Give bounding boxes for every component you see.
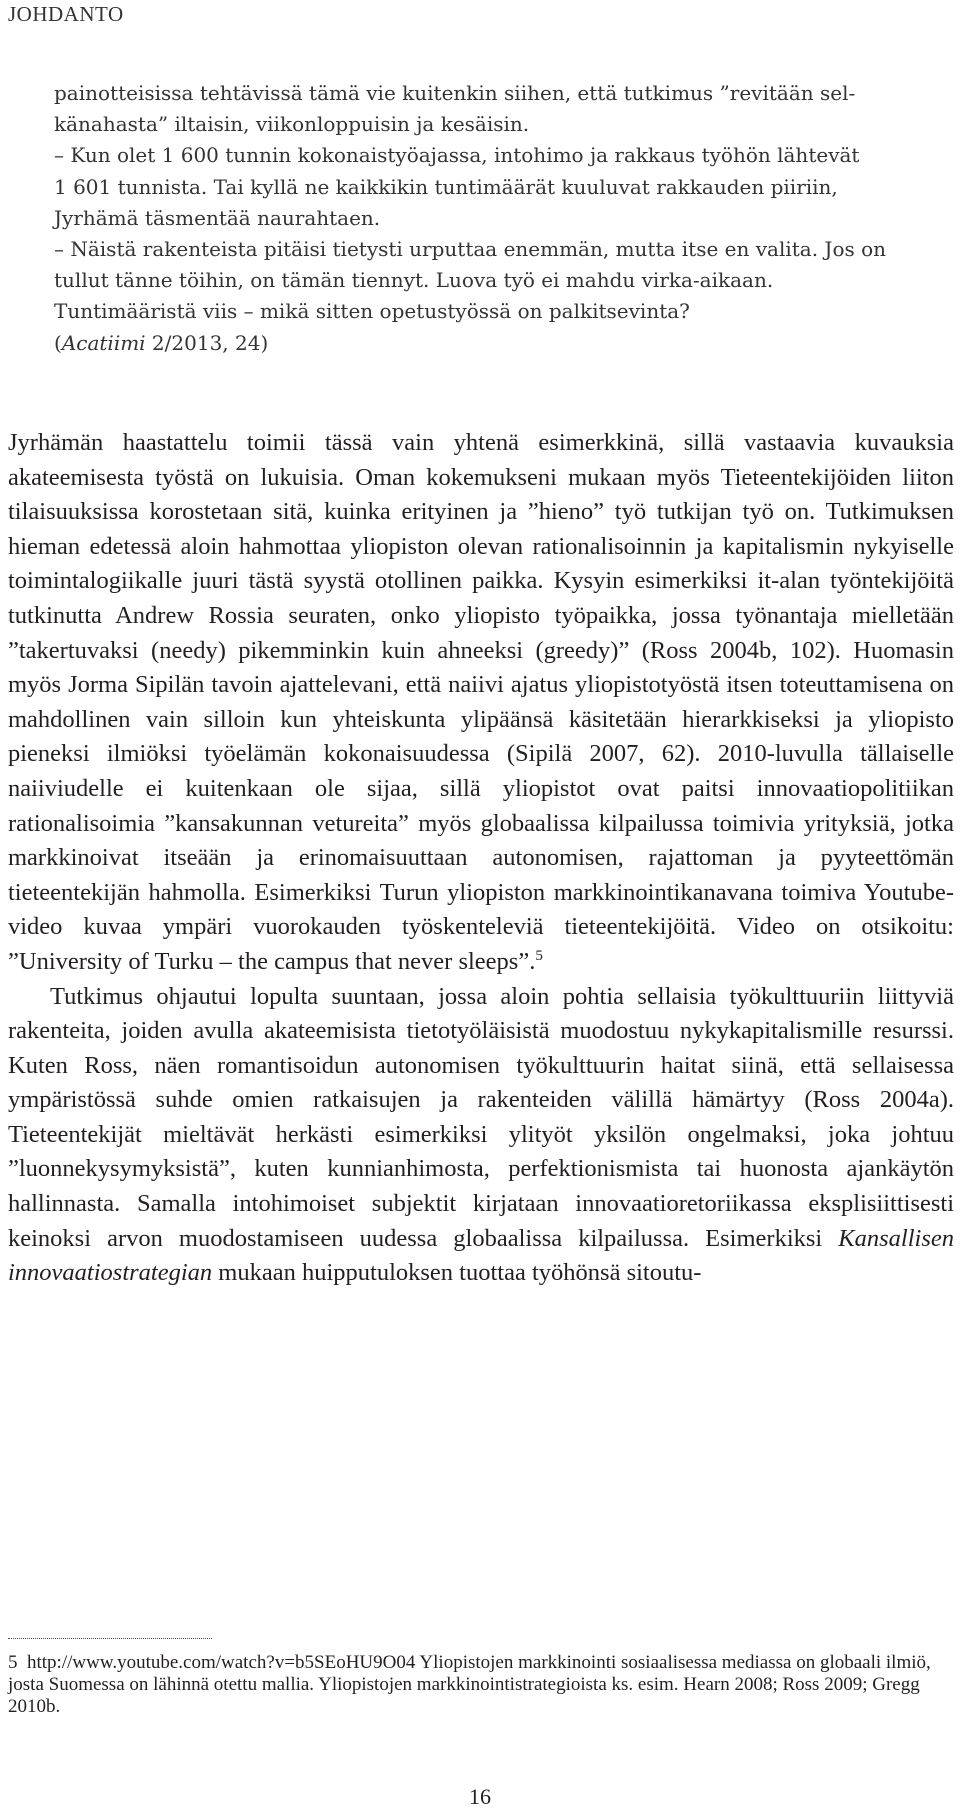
footnote-rule	[8, 1638, 212, 1639]
quote-line: känahasta” iltaisin, viikonloppuisin ja kesäisin.	[54, 112, 530, 137]
footnote	[8, 1652, 938, 1718]
footnote-text: http://www.youtube.com/watch?v=b5SEoHU9O04 Yliopistojen markkinointi sosiaalisessa mediassa on globaali ilmiö, josta Suomessa on lähinnä otettu mallia. Yliopistojen markkinointistrategioista ks. esim. Hearn 2008; Ross 2009; Gregg 2010b.	[8, 1652, 931, 1717]
quote-line: tullut tänne töihin, on tämän tiennyt. Luova työ ei mahdu virka-aikaan.	[54, 268, 774, 293]
footnote-ref[interactable]: 5	[535, 947, 543, 964]
italic-title: Kansallisen innovaatiostrategian	[8, 1224, 954, 1287]
quote-line: – Kun olet 1 600 tunnin kokonaistyöajassa, intohimo ja rakkaus työhön lähtevät	[54, 143, 860, 168]
quote-line: Jyrhämä täsmentää naurahtaen.	[54, 205, 381, 230]
paragraph-1: Jyrhämän haastattelu toimii tässä vain yhtenä esimerkkinä, sillä vastaavia kuvauksia akateemisesta työstä on lukuisia. Oman kokemukseni mukaan myös Tieteentekijöiden liiton tilaisuuksissa korostetaan sitä, kuinka erityinen ja ”hieno” työ tutkijan työ on. Tutkimuksen hieman edetessä aloin hahmottaa yliopiston olevan rationalisoinnin ja kapitalismin nykyiselle toimintalogiikalle juuri tästä syystä otollinen paikka. Kysyin esimerkiksi it-alan työntekijöitä tutkinutta Andrew Rossia seuraten, onko yliopisto työpaikka, jossa työnantaja mielletään ”takertuvaksi (needy) pikemminkin kuin ahneeksi (greedy)” (Ross 2004b, 102). Huomasin myös Jorma Sipilän tavoin ajattelevani, että naiivi ajatus yliopistotyöstä itsen toteuttamisena on mahdollinen vain silloin kun yhteiskunta ylipäänsä käsitetään hierarkkiseksi ja yliopisto pieneksi ilmiöksi työelämän kokonaisuudessa (Sipilä 2007, 62). 2010-luvulla tällaiselle naiiviudelle ei kuitenkaan ole sijaa, sillä yliopistot ovat paitsi innovaatiopolitiikan rationalisoimia ”kansakunnan vetureita” myös globaalissa kilpailussa toimivia yrityksiä, jotka markkinoivat itseään ja erinomaisuuttaan autonomisen, rajattoman ja pyyteettömän tieteentekijän hahmolla. Esimerkiksi Turun yliopiston markkinointikanavana toimiva Youtube-video kuvaa ympäri vuorokauden työskenteleviä tieteentekijöitä. Video on otsikoitu: ”University of Turku – the campus that never sleeps”.$^5$	[8, 429, 954, 975]
page-number: 16	[469, 1784, 491, 1809]
body-text	[8, 426, 954, 1291]
paragraph-2: Tutkimus ohjautui lopulta suuntaan, jossa aloin pohtia sellaisia työkulttuuriin liittyviä rakenteita, joiden avulla akateemisista tietotyöläisistä muodostuu nykykapitalismille resurssi. Kuten Ross, näen romantisoidun autonomisen työkulttuurin haitat siinä, että sellaisessa ympäristössä suhde omien ratkaisujen ja rakenteiden välillä hämärtyy (Ross 2004a). Tieteentekijät mieltävät herkästi esimerkiksi ylityöt yksilön ongelmaksi, joka johtuu ”luonnekysymyksistä”, kuten kunnianhimosta, perfektionismista tai huonosta ajankäytön hallinnasta. Samalla intohimoiset subjektit kirjataan innovaatioretoriikassa eksplisiittisesti keinoksi arvon muodostamiseen uudessa globaalissa kilpailussa. Esimerkiksi Kansallisen innovaatiostrategian mukaan huipputuloksen tuottaa työhönsä sitoutu-	[8, 982, 954, 1287]
quote-citation: (Acatiimi 2/2013, 24)	[54, 330, 269, 355]
block-quote	[54, 78, 924, 359]
quote-line: 1 601 tunnista. Tai kyllä ne kaikkikin tuntimäärät kuuluvat rakkauden piiriin,	[54, 174, 838, 199]
quote-line: – Näistä rakenteista pitäisi tietysti urputtaa enemmän, mutta itse en valita. Jos on	[54, 237, 887, 262]
citation-source: Acatiimi	[61, 330, 146, 355]
quote-line: painotteisissa tehtävissä tämä vie kuitenkin siihen, että tutkimus ”revitään sel-	[54, 81, 856, 105]
footnote-number: 5	[8, 1652, 18, 1673]
running-header: JOHDANTO	[8, 2, 124, 26]
quote-line: Tuntimääristä viis – mikä sitten opetustyössä on palkitsevinta?	[54, 299, 690, 324]
